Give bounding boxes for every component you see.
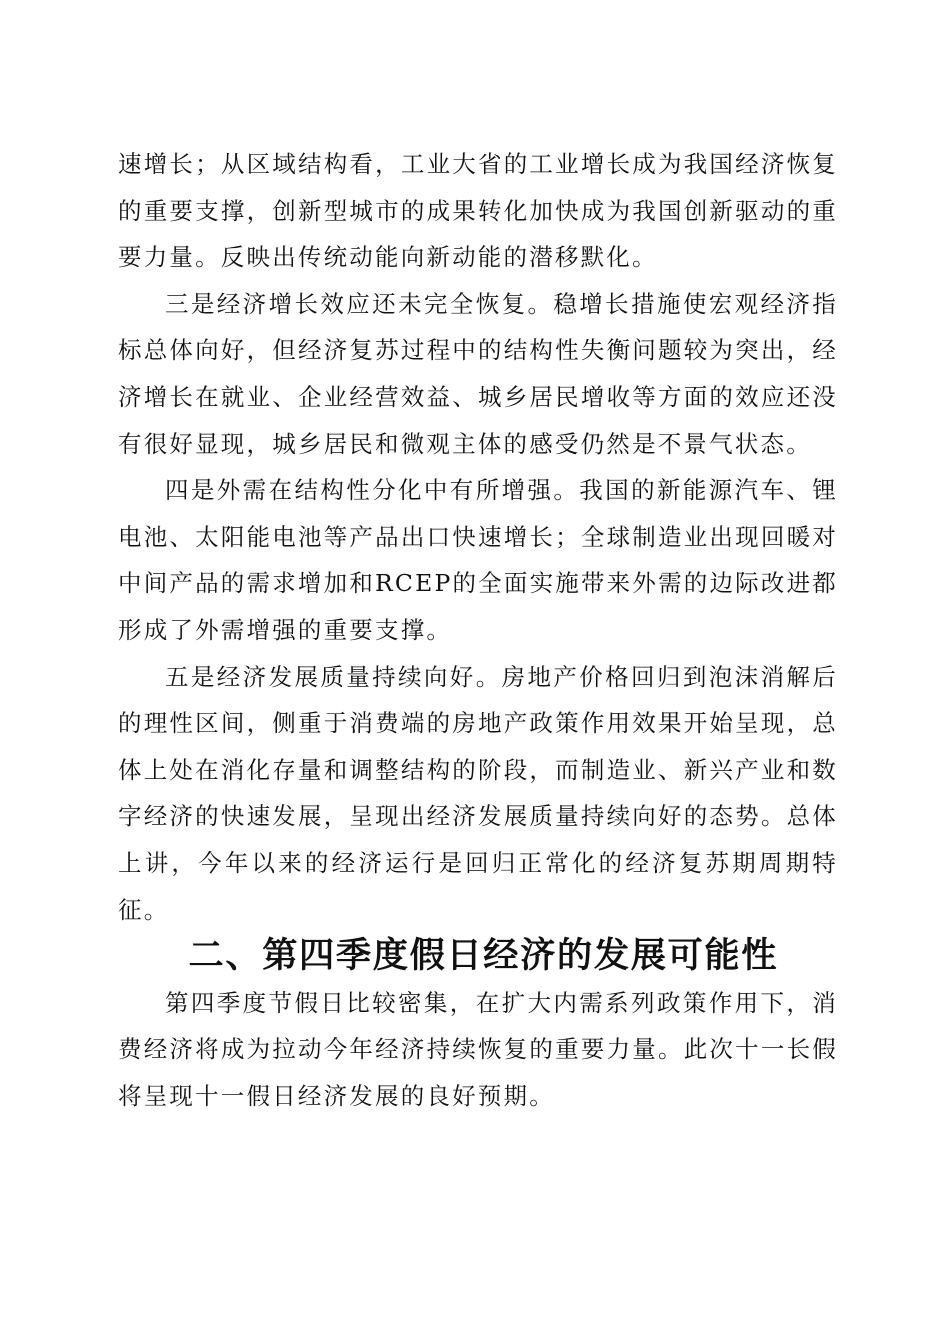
paragraph-continuation [118, 141, 838, 281]
paragraph-point-four [118, 467, 838, 653]
paragraph-lead: 四是外需在结构性分化中有所增强。 [165, 476, 580, 505]
paragraph-point-five [118, 654, 838, 934]
section-heading: 二、第四季度假日经济的发展可能性 [188, 935, 779, 977]
paragraph-text: 第四季度节假日比较密集，在扩大内需系列政策作用下，消费经济将成为拉动今年经济持续恢复的重要力量。此次十一长假将呈现十一假日经济发展的良好预期。 [118, 988, 838, 1110]
paragraph-lead: 五是经济发展质量持续向好。 [165, 662, 502, 691]
paragraph-text: 房地产价格回归到泡沫消解后的理性区间，侧重于消费端的房地产政策作用效果开始呈现，总体上处在消化存量和调整结构的阶段，而制造业、新兴产业和数字经济的快速发展，呈现出经济发展质量持续向好的态势。总体上讲，今年以来的经济运行是回归正常化的经济复苏期周期特征。 [118, 662, 838, 924]
document-body [118, 141, 838, 1119]
paragraph-text: 我国的新能源汽车、锂电池、太阳能电池等产品出口快速增长；全球制造业出现回暖对中间产品的需求增加和RCEP的全面实施带来外需的边际改进都形成了外需增强的重要支撑。 [118, 476, 839, 644]
paragraph-lead: 三是经济增长效应还未完全恢复。 [165, 289, 554, 318]
paragraph-text: 稳增长措施使宏观经济指标总体向好，但经济复苏过程中的结构性失衡问题较为突出，经济增长在就业、企业经营效益、城乡居民增收等方面的效应还没有很好显现，城乡居民和微观主体的感受仍然是不景气状态。 [118, 289, 839, 458]
paragraph-closing [118, 980, 838, 1120]
paragraph-point-three [118, 281, 838, 467]
paragraph-text: 速增长；从区域结构看，工业大省的工业增长成为我国经济恢复的重要支撑，创新型城市的成果转化加快成为我国创新驱动的重要力量。反映出传统动能向新动能的潜移默化。 [118, 150, 838, 272]
